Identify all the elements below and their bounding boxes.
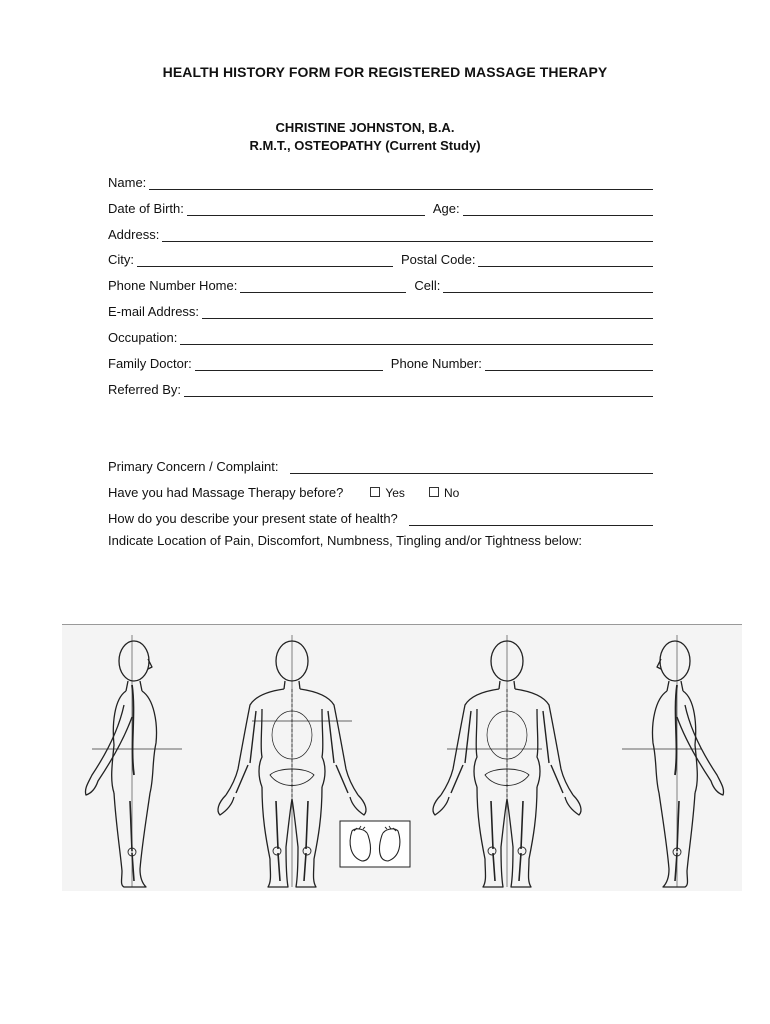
health-state-row	[108, 508, 653, 526]
feet-inset[interactable]	[340, 821, 410, 867]
referred-field[interactable]	[184, 382, 653, 397]
health-state-label: How do you describe your present state of health?	[108, 511, 398, 526]
city-row	[108, 249, 653, 267]
doctor-label: Family Doctor:	[108, 356, 192, 371]
health-state-field[interactable]	[409, 511, 653, 526]
address-field[interactable]	[162, 227, 653, 242]
practitioner-credentials: R.M.T., OSTEOPATHY (Current Study)	[249, 138, 481, 153]
age-field[interactable]	[463, 201, 653, 216]
email-row	[108, 301, 653, 319]
address-row	[108, 224, 653, 242]
no-option[interactable]	[429, 486, 459, 500]
referred-label: Referred By:	[108, 382, 181, 397]
form-title: HEALTH HISTORY FORM FOR REGISTERED MASSAGE THERAPY	[162, 64, 608, 80]
phone-row	[108, 275, 653, 293]
city-field[interactable]	[137, 252, 393, 267]
email-field[interactable]	[202, 304, 653, 319]
address-label: Address:	[108, 227, 160, 242]
occupation-row	[108, 327, 653, 345]
body-diagram[interactable]	[62, 624, 742, 891]
massage-before-row	[108, 482, 653, 500]
no-label: No	[443, 486, 460, 500]
name-label: Name:	[108, 175, 147, 190]
yes-option[interactable]	[370, 486, 405, 500]
practitioner-name: CHRISTINE JOHNSTON, B.A.	[275, 120, 455, 135]
dob-row	[108, 198, 653, 216]
doctor-phone-label: Phone Number:	[390, 356, 482, 371]
cell-label: Cell:	[414, 278, 441, 293]
figure-left-side[interactable]	[85, 641, 156, 887]
massage-before-label: Have you had Massage Therapy before?	[108, 485, 344, 500]
name-field[interactable]	[149, 175, 653, 190]
referred-row	[108, 379, 653, 397]
name-row	[108, 172, 653, 190]
yes-label: Yes	[385, 486, 405, 500]
cell-field[interactable]	[443, 278, 653, 293]
postal-label: Postal Code:	[401, 252, 476, 267]
dob-field[interactable]	[187, 201, 425, 216]
figure-right-side[interactable]	[653, 641, 724, 887]
indicate-instruction: Indicate Location of Pain, Discomfort, Numbness, Tingling and/or Tightness below:	[108, 533, 583, 548]
concern-row	[108, 456, 653, 474]
concern-field[interactable]	[290, 459, 654, 474]
concern-label: Primary Concern / Complaint:	[108, 459, 279, 474]
phone-home-field[interactable]	[240, 278, 406, 293]
dob-label: Date of Birth:	[108, 201, 184, 216]
no-checkbox[interactable]	[429, 487, 439, 497]
occupation-label: Occupation:	[108, 330, 178, 345]
yes-checkbox[interactable]	[370, 487, 380, 497]
phone-home-label: Phone Number Home:	[108, 278, 238, 293]
age-label: Age:	[432, 201, 460, 216]
doctor-row	[108, 353, 653, 371]
doctor-field[interactable]	[195, 356, 383, 371]
email-label: E-mail Address:	[108, 304, 200, 319]
postal-field[interactable]	[478, 252, 653, 267]
doctor-phone-field[interactable]	[485, 356, 653, 371]
occupation-field[interactable]	[180, 330, 653, 345]
city-label: City:	[108, 252, 134, 267]
